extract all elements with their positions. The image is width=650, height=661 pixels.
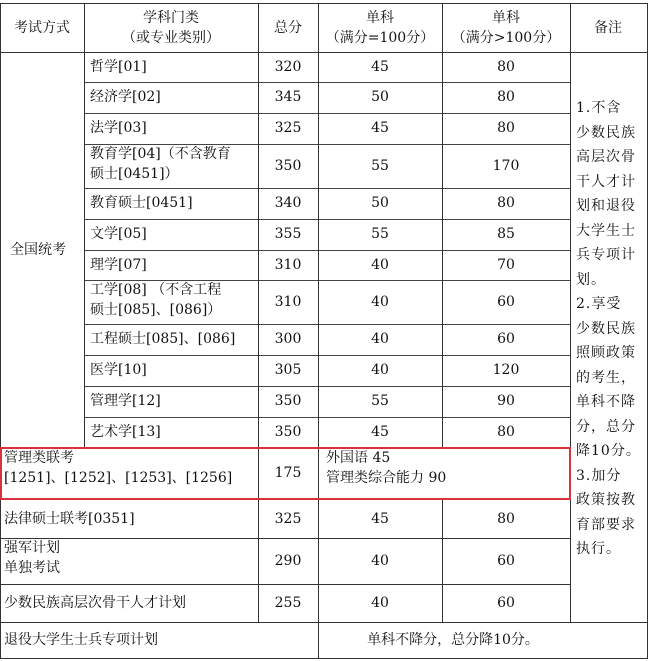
discipline-cell: 医学[10] <box>90 362 147 379</box>
minority-single-over100: 60 <box>497 594 515 611</box>
management-total: 175 <box>274 464 302 481</box>
note-line: 干人才计 <box>576 173 636 190</box>
note-line: 分，总分 <box>576 418 636 435</box>
total-cell: 325 <box>274 120 302 137</box>
grid-line <box>318 3 319 659</box>
header-single-over100-line2: （满分>100分） <box>451 30 561 46</box>
single-100-cell: 40 <box>371 362 389 379</box>
single-over100-cell: 80 <box>497 195 515 212</box>
single-100-cell: 50 <box>371 195 389 212</box>
discipline-line1: 教育学[04]（不含教育 <box>90 146 231 162</box>
total-cell: 320 <box>274 58 302 75</box>
total-cell: 350 <box>274 424 302 441</box>
law-total: 325 <box>274 510 302 527</box>
single-100-cell: 55 <box>371 226 389 243</box>
grid-line <box>0 3 1 659</box>
single-over100-cell: 80 <box>497 58 515 75</box>
single-100-cell: 40 <box>371 293 389 310</box>
note-line: 2.享受 <box>576 296 622 312</box>
note-line: 3.加分 <box>576 467 622 484</box>
header-single-over100 <box>442 4 570 52</box>
total-cell: 355 <box>274 226 302 243</box>
note-line: 少数民族 <box>576 124 636 141</box>
management-single-line1: 外国语 45 <box>326 450 391 466</box>
note-line: 单科不降 <box>576 394 636 410</box>
army-label <box>0 538 258 584</box>
law-label: 法律硕士联考[0351] <box>4 510 135 527</box>
grid-line <box>84 324 570 325</box>
grid-line <box>84 113 570 114</box>
law-single-100: 45 <box>371 510 389 527</box>
grid-line <box>84 386 570 387</box>
army-total: 290 <box>274 552 302 569</box>
grid-line <box>84 250 570 251</box>
header-discipline <box>84 4 258 52</box>
single-100-cell: 45 <box>371 424 389 441</box>
header-method: 考试方式 <box>14 19 70 36</box>
header-single-100-line1: 单科 <box>366 9 394 26</box>
single-100-cell: 55 <box>371 393 389 410</box>
note-line: 降10分。 <box>576 443 641 459</box>
discipline-cell <box>84 280 258 324</box>
minority-single-100: 40 <box>371 594 389 611</box>
total-cell: 350 <box>274 393 302 410</box>
highlight-box <box>0 447 571 500</box>
grid-line <box>84 144 570 145</box>
notes-text <box>576 96 644 562</box>
single-100-cell: 45 <box>371 120 389 137</box>
grid-line <box>258 3 259 623</box>
grid-line <box>0 538 570 539</box>
grid-line <box>84 417 570 418</box>
grid-line <box>0 52 648 53</box>
total-cell: 305 <box>274 362 302 379</box>
header-single-100 <box>318 4 442 52</box>
discipline-cell <box>84 144 258 188</box>
national-exam-label: 全国统考 <box>10 241 66 258</box>
total-cell: 310 <box>274 293 302 310</box>
note-line: 执行。 <box>576 541 621 557</box>
single-over100-cell: 70 <box>497 256 515 273</box>
grid-line <box>84 82 570 83</box>
total-cell: 340 <box>274 195 302 212</box>
note-line: 少数民族 <box>576 320 636 337</box>
header-single-over100-line1: 单科 <box>492 9 520 26</box>
grid-line <box>84 280 570 281</box>
single-over100-cell: 80 <box>497 89 515 106</box>
discipline-cell: 理学[07] <box>90 256 147 273</box>
veteran-label: 退役大学生士兵专项计划 <box>4 631 158 648</box>
header-discipline-line1: 学科门类 <box>143 9 199 26</box>
total-cell: 310 <box>274 256 302 273</box>
veteran-text: 单科不降分，总分降10分。 <box>367 631 539 648</box>
note-line: 划和退役 <box>576 198 636 214</box>
grid-line <box>647 3 648 659</box>
discipline-cell: 工程硕士[085]、[086] <box>90 331 236 348</box>
discipline-line1: 工学[08] （不含工程 <box>90 282 222 298</box>
minority-total: 255 <box>274 594 302 611</box>
note-line: 高层次骨 <box>576 149 636 165</box>
single-over100-cell: 120 <box>492 362 520 379</box>
discipline-cell: 法学[03] <box>90 120 147 137</box>
discipline-line2: 硕士[085]、[086]） <box>90 302 222 319</box>
single-over100-cell: 170 <box>492 157 520 174</box>
note-line: 政策按教 <box>576 492 636 508</box>
note-line: 大学生士 <box>576 222 636 239</box>
single-100-cell: 55 <box>371 157 389 174</box>
grid-line <box>0 622 648 623</box>
header-notes: 备注 <box>594 19 622 36</box>
single-over100-cell: 80 <box>497 120 515 137</box>
grid-line <box>84 355 570 356</box>
total-cell: 345 <box>274 89 302 106</box>
single-100-cell: 40 <box>371 256 389 273</box>
header-total: 总分 <box>274 19 302 36</box>
note-line: 划。 <box>576 271 606 288</box>
note-line: 兵专项计 <box>576 247 636 263</box>
grid-line <box>0 658 648 659</box>
grid-line <box>0 3 648 4</box>
army-label-line1: 强军计划 <box>4 540 60 556</box>
minority-label: 少数民族高层次骨干人才计划 <box>4 594 186 611</box>
single-over100-cell: 60 <box>497 293 515 310</box>
single-100-cell: 50 <box>371 89 389 106</box>
single-over100-cell: 60 <box>497 331 515 348</box>
army-single-100: 40 <box>371 552 389 569</box>
discipline-cell: 经济学[02] <box>90 89 161 106</box>
grid-line <box>84 219 570 220</box>
grid-line <box>0 584 570 585</box>
discipline-cell: 文学[05] <box>90 226 147 243</box>
grid-line <box>442 3 443 448</box>
management-label-line1: 管理类联考 <box>4 450 74 466</box>
grid-line <box>442 499 443 623</box>
management-label-line2: [1251]、[1252]、[1253]、[1256] <box>4 470 233 487</box>
army-label-line2: 单独考试 <box>4 560 60 577</box>
discipline-cell: 艺术学[13] <box>90 424 161 441</box>
law-single-over100: 80 <box>497 510 515 527</box>
discipline-line2: 硕士[0451]） <box>90 166 179 183</box>
discipline-cell: 教育硕士[0451] <box>90 195 193 212</box>
single-over100-cell: 85 <box>497 226 515 243</box>
management-single-line2: 管理类综合能力 90 <box>326 470 447 487</box>
army-single-over100: 60 <box>497 552 515 569</box>
total-cell: 350 <box>274 157 302 174</box>
grid-line <box>84 3 85 448</box>
note-line: 的考生， <box>576 369 636 386</box>
grid-line <box>570 3 571 623</box>
discipline-cell: 哲学[01] <box>90 58 147 75</box>
header-discipline-line2: （或专业类别） <box>122 30 220 46</box>
grid-line <box>84 188 570 189</box>
note-line: 育部要求 <box>576 516 636 533</box>
single-100-cell: 45 <box>371 58 389 75</box>
discipline-cell: 管理学[12] <box>90 393 161 410</box>
single-over100-cell: 90 <box>497 393 515 410</box>
single-100-cell: 40 <box>371 331 389 348</box>
note-line: 1.不含 <box>576 100 622 116</box>
total-cell: 300 <box>274 331 302 348</box>
note-line: 照顾政策 <box>576 345 636 361</box>
header-single-100-line2: （满分=100分） <box>325 30 435 46</box>
single-over100-cell: 80 <box>497 424 515 441</box>
